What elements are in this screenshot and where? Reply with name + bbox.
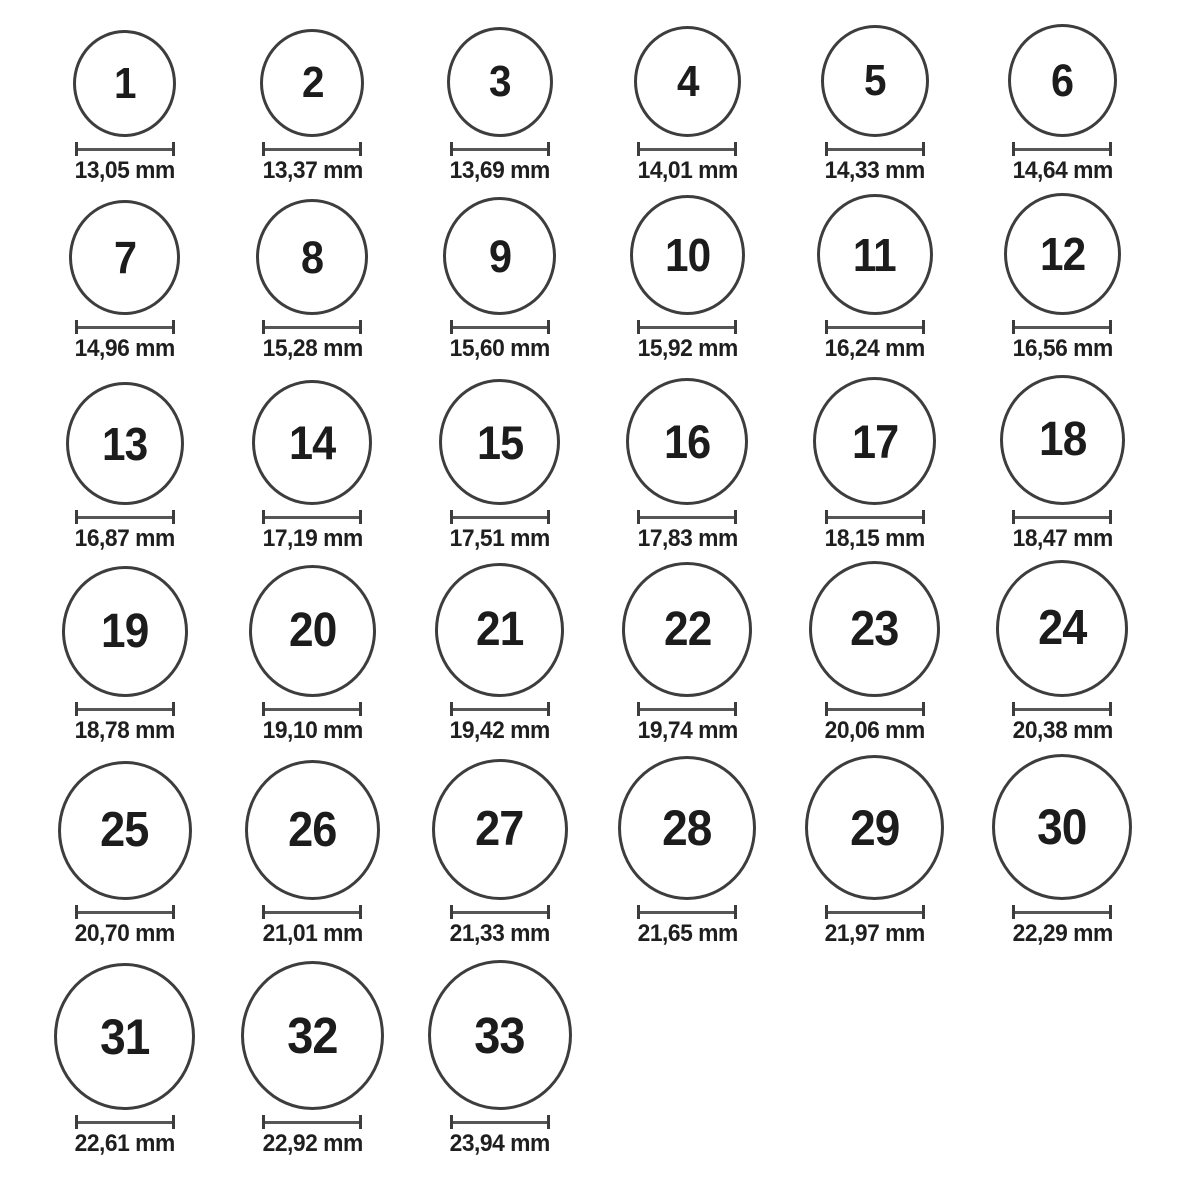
diameter-measure-line <box>637 702 737 716</box>
ring-size-cell <box>406 362 594 552</box>
ring-circle <box>432 759 568 900</box>
diameter-measure-line <box>75 320 175 334</box>
measure-bar <box>78 911 172 914</box>
diameter-measure-line <box>262 142 362 156</box>
diameter-label: 22,92 mm <box>262 1130 363 1157</box>
diameter-label: 19,42 mm <box>449 717 550 744</box>
ring-size-number: 33 <box>474 1006 525 1064</box>
diameter-label: 18,15 mm <box>824 525 925 552</box>
ring-size-cell <box>594 744 782 947</box>
ring-size-cell <box>969 744 1157 947</box>
ring-circle <box>1000 375 1125 505</box>
ring-size-number: 5 <box>863 56 886 105</box>
ring-size-number: 16 <box>664 415 711 468</box>
diameter-label: 20,70 mm <box>74 920 175 947</box>
measure-bar <box>828 326 922 329</box>
ring-size-number: 7 <box>113 232 136 283</box>
measure-bar <box>640 326 734 329</box>
measure-bar <box>453 911 547 914</box>
measure-bar <box>1015 148 1109 151</box>
measure-bar <box>1015 326 1109 329</box>
ring-size-cell <box>219 362 407 552</box>
diameter-measure-line <box>75 510 175 524</box>
ring-size-cell <box>969 552 1157 744</box>
measure-bar <box>828 911 922 914</box>
ring-size-cell <box>31 362 219 552</box>
ring-circle <box>256 199 368 315</box>
ring-circle <box>996 560 1128 697</box>
ring-circle <box>252 380 372 505</box>
diameter-label: 13,69 mm <box>449 157 550 184</box>
measure-bar <box>265 148 359 151</box>
ring-circle <box>821 25 929 137</box>
diameter-measure-line <box>825 510 925 524</box>
ring-circle <box>73 30 176 137</box>
diameter-measure-line <box>262 1115 362 1129</box>
ring-size-cell <box>594 362 782 552</box>
ring-size-number: 30 <box>1037 799 1087 855</box>
ring-size-number: 28 <box>662 800 712 856</box>
measure-bar <box>1015 516 1109 519</box>
ring-size-number: 18 <box>1038 413 1086 466</box>
ring-size-number: 14 <box>289 416 336 469</box>
ring-circle <box>62 566 188 697</box>
measure-bar <box>1015 911 1109 914</box>
ring-size-number: 32 <box>287 1007 338 1064</box>
ring-size-number: 8 <box>301 231 324 283</box>
ring-size-cell <box>406 552 594 744</box>
ring-size-cell <box>219 552 407 744</box>
ring-size-cell <box>406 947 594 1200</box>
ring-circle <box>443 197 556 315</box>
diameter-label: 23,94 mm <box>449 1130 550 1157</box>
diameter-label: 17,83 mm <box>637 525 738 552</box>
diameter-label: 18,78 mm <box>74 717 175 744</box>
measure-bar <box>640 516 734 519</box>
measure-bar <box>78 1121 172 1124</box>
ring-size-cell <box>31 744 219 947</box>
diameter-measure-line <box>262 510 362 524</box>
ring-size-cell <box>781 184 969 362</box>
diameter-label: 19,10 mm <box>262 717 363 744</box>
measure-bar <box>640 911 734 914</box>
diameter-measure-line <box>825 702 925 716</box>
diameter-measure-line <box>262 905 362 919</box>
ring-circle <box>69 200 180 315</box>
ring-size-number: 27 <box>475 802 524 856</box>
ring-size-number: 26 <box>288 802 337 857</box>
diameter-measure-line <box>825 320 925 334</box>
ring-size-cell <box>781 744 969 947</box>
ring-size-cell <box>406 184 594 362</box>
ring-size-number: 11 <box>853 228 897 281</box>
diameter-label: 15,28 mm <box>262 335 363 362</box>
diameter-label: 22,61 mm <box>74 1130 175 1157</box>
diameter-measure-line <box>450 320 550 334</box>
measure-bar <box>265 1121 359 1124</box>
ring-circle <box>817 194 933 315</box>
measure-bar <box>265 516 359 519</box>
ring-size-number: 12 <box>1039 228 1085 280</box>
diameter-measure-line <box>637 142 737 156</box>
diameter-label: 17,51 mm <box>449 525 550 552</box>
ring-size-cell <box>969 184 1157 362</box>
diameter-label: 18,47 mm <box>1012 525 1113 552</box>
diameter-measure-line <box>637 510 737 524</box>
ring-circle <box>626 378 748 505</box>
diameter-measure-line <box>1012 510 1112 524</box>
ring-size-number: 1 <box>113 58 136 108</box>
diameter-measure-line <box>825 142 925 156</box>
ring-size-number: 23 <box>850 601 899 656</box>
measure-bar <box>453 148 547 151</box>
diameter-measure-line <box>1012 320 1112 334</box>
diameter-label: 13,05 mm <box>74 157 175 184</box>
diameter-label: 14,01 mm <box>637 157 738 184</box>
diameter-label: 21,01 mm <box>262 920 363 947</box>
ring-size-number: 4 <box>676 56 699 106</box>
measure-bar <box>78 516 172 519</box>
ring-size-cell <box>781 0 969 184</box>
measure-bar <box>828 516 922 519</box>
ring-size-cell <box>594 552 782 744</box>
ring-size-number: 22 <box>663 602 711 656</box>
ring-size-cell <box>594 0 782 184</box>
measure-bar <box>828 708 922 711</box>
diameter-label: 21,65 mm <box>637 920 738 947</box>
diameter-label: 19,74 mm <box>637 717 738 744</box>
ring-size-number: 24 <box>1038 601 1087 655</box>
measure-bar <box>453 708 547 711</box>
diameter-label: 13,37 mm <box>262 157 363 184</box>
diameter-measure-line <box>825 905 925 919</box>
measure-bar <box>78 708 172 711</box>
ring-size-cell <box>406 0 594 184</box>
ring-size-cell <box>219 947 407 1200</box>
ring-size-cell <box>219 744 407 947</box>
ring-circle <box>1004 193 1121 315</box>
ring-circle <box>1008 24 1117 137</box>
ring-circle <box>813 377 936 505</box>
diameter-label: 21,97 mm <box>824 920 925 947</box>
ring-circle <box>447 27 553 137</box>
diameter-label: 21,33 mm <box>449 920 550 947</box>
ring-size-cell <box>219 0 407 184</box>
diameter-measure-line <box>637 905 737 919</box>
diameter-measure-line <box>262 702 362 716</box>
ring-size-number: 2 <box>301 58 324 107</box>
diameter-label: 17,19 mm <box>262 525 363 552</box>
ring-size-cell <box>219 184 407 362</box>
ring-circle <box>241 961 384 1110</box>
ring-circle <box>58 761 192 900</box>
diameter-label: 16,56 mm <box>1012 335 1113 362</box>
diameter-measure-line <box>450 510 550 524</box>
ring-circle <box>618 756 756 900</box>
ring-circle <box>435 563 564 697</box>
ring-circle <box>54 963 195 1110</box>
ring-circle <box>622 562 752 697</box>
diameter-label: 20,38 mm <box>1012 717 1113 744</box>
diameter-label: 20,06 mm <box>824 717 925 744</box>
measure-bar <box>453 1121 547 1124</box>
diameter-measure-line <box>637 320 737 334</box>
ring-circle <box>809 561 940 697</box>
diameter-measure-line <box>450 905 550 919</box>
measure-bar <box>828 148 922 151</box>
diameter-label: 14,33 mm <box>824 157 925 184</box>
ring-size-cell <box>31 947 219 1200</box>
ring-size-number: 21 <box>476 603 524 656</box>
diameter-measure-line <box>1012 702 1112 716</box>
ring-size-number: 6 <box>1051 55 1074 106</box>
measure-bar <box>640 708 734 711</box>
diameter-measure-line <box>450 1115 550 1129</box>
measure-bar <box>453 326 547 329</box>
ring-size-cell <box>969 362 1157 552</box>
ring-size-cell <box>969 0 1157 184</box>
measure-bar <box>78 148 172 151</box>
measure-bar <box>640 148 734 151</box>
ring-size-cell <box>406 744 594 947</box>
diameter-measure-line <box>262 320 362 334</box>
ring-size-number: 20 <box>288 604 336 657</box>
diameter-label: 14,96 mm <box>74 335 175 362</box>
ring-size-cell <box>31 184 219 362</box>
ring-size-number: 10 <box>664 229 710 281</box>
ring-size-number: 3 <box>488 57 511 106</box>
diameter-label: 14,64 mm <box>1012 157 1113 184</box>
ring-circle <box>805 755 944 900</box>
diameter-measure-line <box>450 702 550 716</box>
ring-size-number: 9 <box>488 230 511 282</box>
diameter-label: 16,24 mm <box>824 335 925 362</box>
diameter-label: 16,87 mm <box>74 525 175 552</box>
ring-circle <box>428 960 572 1110</box>
measure-bar <box>78 326 172 329</box>
ring-circle <box>634 26 741 137</box>
diameter-measure-line <box>75 905 175 919</box>
diameter-label: 15,92 mm <box>637 335 738 362</box>
ring-size-cell <box>781 362 969 552</box>
measure-bar <box>453 516 547 519</box>
ring-circle <box>992 754 1132 900</box>
ring-size-cell <box>31 552 219 744</box>
measure-bar <box>265 708 359 711</box>
diameter-measure-line <box>1012 905 1112 919</box>
ring-circle <box>260 29 364 137</box>
diameter-label: 15,60 mm <box>449 335 550 362</box>
ring-size-cell <box>594 184 782 362</box>
measure-bar <box>265 911 359 914</box>
ring-circle <box>66 382 184 505</box>
ring-size-cell <box>31 0 219 184</box>
diameter-label: 22,29 mm <box>1012 920 1113 947</box>
ring-size-cell <box>781 552 969 744</box>
ring-circle <box>245 760 380 900</box>
ring-size-number: 13 <box>102 417 148 470</box>
ring-size-number: 31 <box>100 1008 150 1065</box>
diameter-measure-line <box>75 702 175 716</box>
diameter-measure-line <box>450 142 550 156</box>
diameter-measure-line <box>75 1115 175 1129</box>
ring-circle <box>249 565 376 697</box>
ring-size-number: 17 <box>851 414 898 468</box>
ring-circle <box>439 379 560 505</box>
ring-size-number: 19 <box>101 604 149 658</box>
diameter-measure-line <box>75 142 175 156</box>
ring-size-number: 29 <box>850 799 900 856</box>
diameter-measure-line <box>1012 142 1112 156</box>
ring-size-number: 15 <box>476 415 523 469</box>
ring-circle <box>630 195 745 315</box>
measure-bar <box>1015 708 1109 711</box>
measure-bar <box>265 326 359 329</box>
ring-size-number: 25 <box>100 803 149 857</box>
